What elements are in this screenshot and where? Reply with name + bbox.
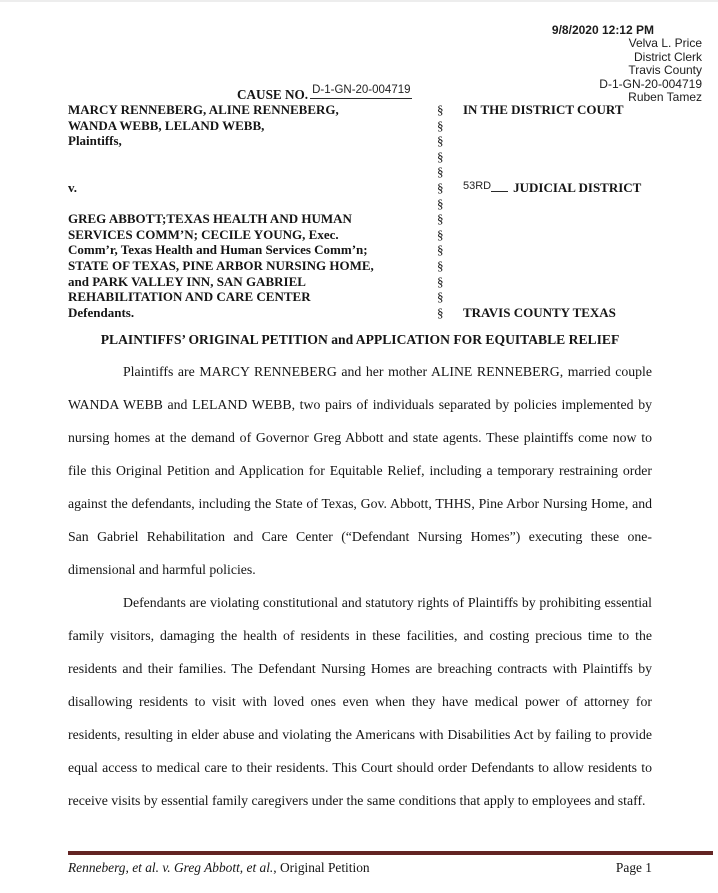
stamp-deputy-name: Ruben Tamez [628,90,702,105]
caption-row [68,118,652,134]
section-symbol: § [437,273,444,289]
party-line: Plaintiffs, [68,133,122,149]
section-symbol: § [437,102,444,117]
district-number-typed: 53RD [463,179,492,192]
party-line: MARCY RENNEBERG, ALINE RENNEBERG, [68,102,339,117]
party-line: STATE OF TEXAS, PINE ARBOR NURSING HOME, [68,257,374,273]
caption-row [68,258,652,274]
district-number-blank [491,180,508,192]
footer-doc-type: , Original Petition [273,860,370,875]
party-line [68,164,435,180]
caption-row [68,305,652,321]
document-body [68,355,652,817]
party-line [68,149,435,165]
caption-row [68,102,652,118]
judicial-district-line [463,180,652,196]
body-paragraph-1: Plaintiffs are MARCY RENNEBERG and her mother ALINE RENNEBERG, married couple WANDA WEBB and LELAND WEBB, two pairs of individuals separated by policies implemented by nursing homes at the demand of Governor Greg Abbott and state agents. These plaintiffs come now to file this Original Petition and Application for Equitable Relief, including a temporary restraining order against the defendants, including the State of Texas, Gov. Abbott, THHS, Pine Arbor Nursing Home, and San Gabriel Rehabilitation and Care Center (“Defendant Nursing Homes”) executing these one-dimensional and harmful policies. [68,364,652,577]
caption-row [68,289,652,305]
footer-page-number: Page 1 [615,860,652,875]
document-title: PLAINTIFFS’ ORIGINAL PETITION and APPLICATION FOR EQUITABLE RELIEF [100,332,620,347]
caption-row [68,211,652,227]
party-line: v. [68,179,78,195]
county-name: TRAVIS COUNTY TEXAS [463,304,616,320]
caption-row [68,133,652,149]
caption-row [68,196,652,212]
party-line: GREG ABBOTT;TEXAS HEALTH AND HUMAN [68,211,352,227]
cause-number-blank [310,84,412,99]
party-line [68,196,435,212]
section-symbol: § [437,211,444,227]
stamp-case-number: D-1-GN-20-004719 [599,76,702,91]
section-symbol: § [437,148,444,164]
caption-row [68,274,652,290]
section-symbol: § [437,117,444,133]
section-symbol: § [437,289,444,305]
case-caption [68,102,652,320]
section-symbol: § [437,242,444,258]
caption-row [68,149,652,165]
district-label: JUDICIAL DISTRICT [513,179,642,195]
section-symbol: § [437,226,444,242]
section-symbol: § [437,257,444,273]
cause-number-typed: D-1-GN-20-004719 [312,84,411,96]
caption-row [68,180,652,196]
page-top-edge [0,0,718,2]
footer-case-name: Renneberg, et al. v. Greg Abbott, et al. [68,860,274,875]
caption-row [68,164,652,180]
party-line: REHABILITATION AND CARE CENTER [68,289,311,305]
page-footer [68,851,713,876]
stamp-clerk-name: Velva L. Price [628,36,702,51]
caption-row [68,227,652,243]
footer-rule [68,851,713,855]
stamp-datetime: 9/8/2020 12:12 PM [551,23,654,37]
cause-label: CAUSE NO. [237,87,309,102]
cause-number-line [237,84,412,103]
court-name: IN THE DISTRICT COURT [463,102,624,117]
stamp-clerk-title: District Clerk [634,49,702,64]
section-symbol: § [437,195,444,211]
section-symbol: § [437,179,444,195]
party-line: WANDA WEBB, LELAND WEBB, [68,117,265,133]
party-line: and PARK VALLEY INN, SAN GABRIEL [68,273,306,289]
body-paragraph-2: Defendants are violating constitutional and statutory rights of Plaintiffs by prohibiting essential family visitors, damaging the health of residents in these facilities, and costing precious time to the residents and their families. The Defendant Nursing Homes are breaching contracts with Plaintiffs by disallowing residents to visit with loved ones even when they have medical power of attorney for residents, resulting in elder abuse and violating the Americans with Disabilities Act by failing to provide equal access to medical care to their residents. This Court should order Defendants to allow residents to receive visits by essential family caregivers under the same conditions that apply to employees and staff. [68,595,652,808]
section-symbol: § [437,133,444,149]
party-line: Defendants. [68,304,135,320]
party-line: Comm’r, Texas Health and Human Services Comm’n; [68,242,368,258]
section-symbol: § [437,304,444,320]
footer-case-reference [68,860,370,876]
section-symbol: § [437,164,444,180]
efiling-stamp [422,24,702,104]
stamp-county: Travis County [628,63,702,78]
party-line: SERVICES COMM’N; CECILE YOUNG, Exec. [68,226,339,242]
footer-text-row [68,860,652,876]
caption-row [68,242,652,258]
